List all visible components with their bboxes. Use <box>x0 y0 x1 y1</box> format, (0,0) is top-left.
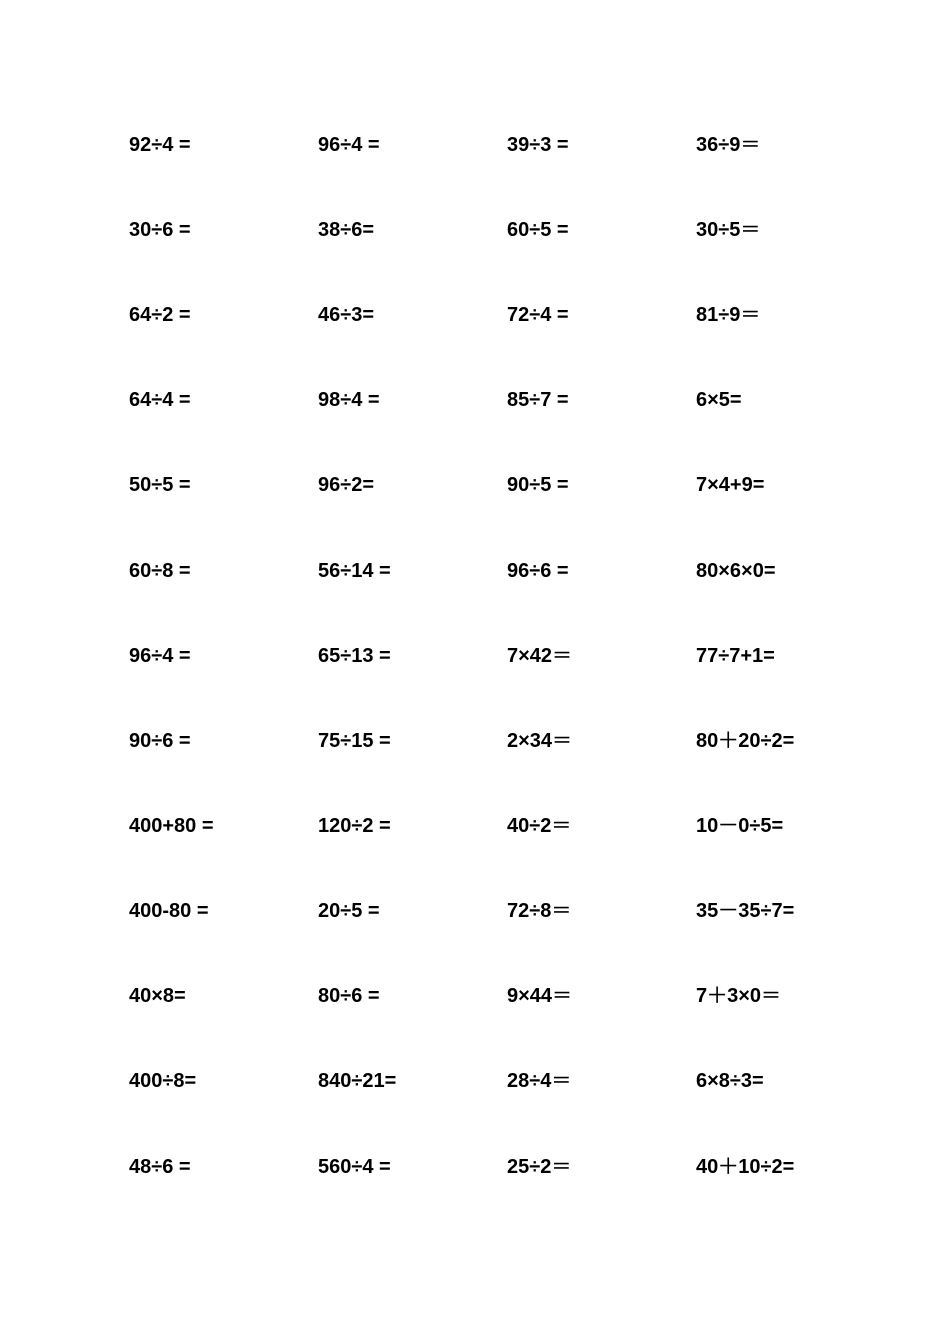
math-problem: 90÷6 = <box>129 730 191 752</box>
math-problem: 7×4+9= <box>696 474 765 496</box>
math-problem: 400÷8= <box>129 1070 197 1092</box>
problem-row <box>0 125 950 165</box>
math-problem: 80÷6 = <box>318 985 380 1007</box>
math-problem: 96÷2= <box>318 474 375 496</box>
math-problem: 80＋20÷2= <box>696 730 795 752</box>
math-problem: 6×5= <box>696 389 742 411</box>
math-problem: 840÷21= <box>318 1070 397 1092</box>
math-problem: 9×44＝ <box>507 985 573 1007</box>
math-problem: 85÷7 = <box>507 389 569 411</box>
problem-row <box>0 1147 950 1187</box>
math-problem: 400+80 = <box>129 815 214 837</box>
problem-row <box>0 465 950 505</box>
problem-row <box>0 380 950 420</box>
math-problem: 46÷3= <box>318 304 375 326</box>
math-problem: 38÷6= <box>318 219 375 241</box>
problem-row <box>0 891 950 931</box>
math-problem: 98÷4 = <box>318 389 380 411</box>
math-problem: 92÷4 = <box>129 134 191 156</box>
math-problem: 28÷4＝ <box>507 1070 572 1092</box>
problem-row <box>0 1061 950 1101</box>
math-problem: 20÷5 = <box>318 900 380 922</box>
math-problem: 30÷6 = <box>129 219 191 241</box>
problem-row <box>0 551 950 591</box>
math-problem: 48÷6 = <box>129 1156 191 1178</box>
problem-row <box>0 806 950 846</box>
math-problem: 75÷15 = <box>318 730 391 752</box>
math-problem: 65÷13 = <box>318 645 391 667</box>
math-problem: 7×42＝ <box>507 645 573 667</box>
math-problem: 400-80 = <box>129 900 209 922</box>
problem-row <box>0 976 950 1016</box>
math-problem: 6×8÷3= <box>696 1070 764 1092</box>
math-problem: 25÷2＝ <box>507 1156 572 1178</box>
math-problem: 120÷2 = <box>318 815 391 837</box>
problem-row <box>0 295 950 335</box>
math-problem: 64÷4 = <box>129 389 191 411</box>
problem-row <box>0 210 950 250</box>
math-problem: 40×8= <box>129 985 186 1007</box>
math-problem: 35－35÷7= <box>696 900 795 922</box>
math-problem: 36÷9＝ <box>696 134 761 156</box>
math-problem: 81÷9＝ <box>696 304 761 326</box>
math-problem: 72÷8＝ <box>507 900 572 922</box>
math-problem: 96÷4 = <box>318 134 380 156</box>
math-problem: 56÷14 = <box>318 560 391 582</box>
math-problem: 7＋3×0＝ <box>696 985 782 1007</box>
math-problem: 10－0÷5= <box>696 815 784 837</box>
math-problem: 30÷5＝ <box>696 219 761 241</box>
math-problem: 80×6×0= <box>696 560 776 582</box>
math-problem: 64÷2 = <box>129 304 191 326</box>
problem-row <box>0 636 950 676</box>
math-problem: 77÷7+1= <box>696 645 775 667</box>
math-problem: 96÷6 = <box>507 560 569 582</box>
math-problem: 72÷4 = <box>507 304 569 326</box>
math-problem: 60÷8 = <box>129 560 191 582</box>
math-problem: 96÷4 = <box>129 645 191 667</box>
math-problem: 40＋10÷2= <box>696 1156 795 1178</box>
math-problem: 90÷5 = <box>507 474 569 496</box>
problem-row <box>0 721 950 761</box>
math-problem: 50÷5 = <box>129 474 191 496</box>
math-problem: 39÷3 = <box>507 134 569 156</box>
math-problem: 60÷5 = <box>507 219 569 241</box>
math-problem: 40÷2＝ <box>507 815 572 837</box>
math-problem: 560÷4 = <box>318 1156 391 1178</box>
math-problem: 2×34＝ <box>507 730 573 752</box>
